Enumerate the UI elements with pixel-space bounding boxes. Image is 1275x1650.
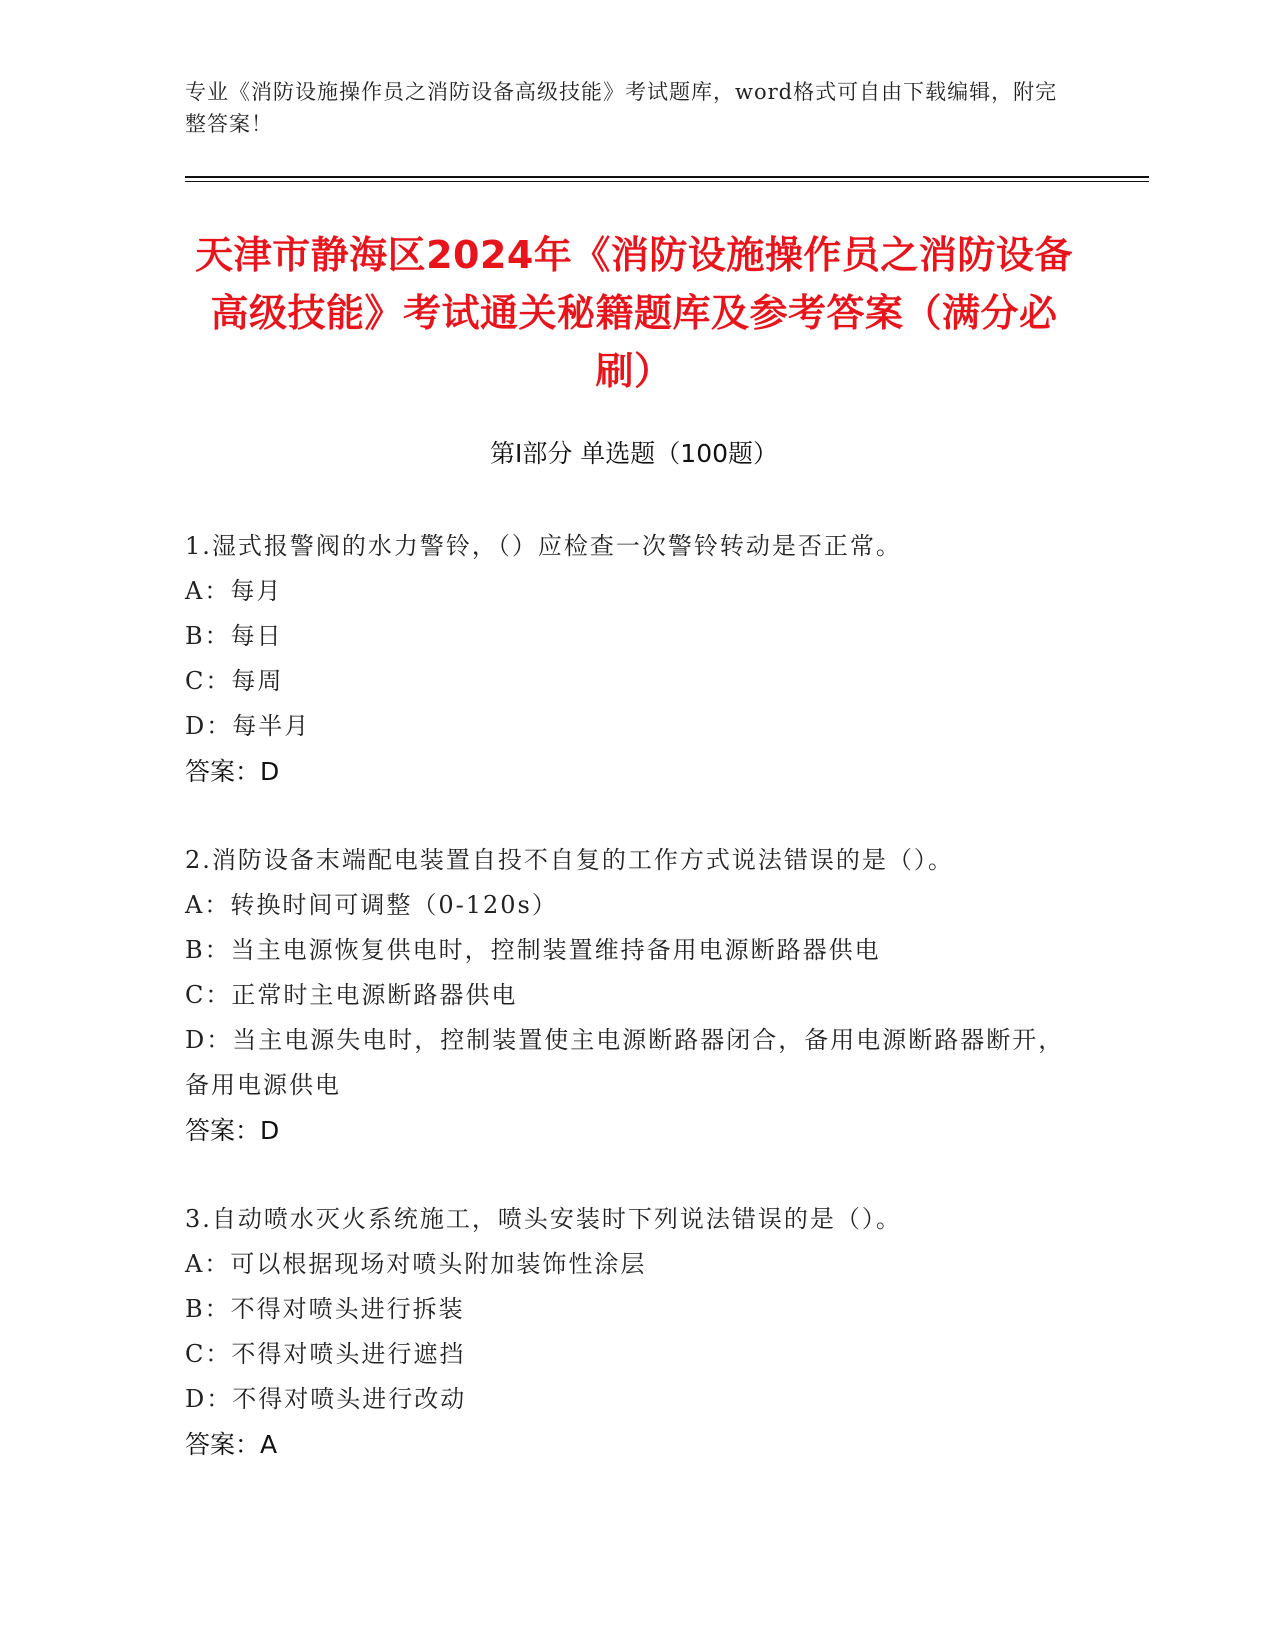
question-list (185, 524, 1085, 1511)
header-divider-thin (185, 181, 1149, 182)
question-1 (185, 524, 1085, 794)
option-d: D：每半月 (185, 712, 311, 740)
option-b: B：不得对喷头进行拆装 (185, 1295, 465, 1323)
answer: 答案：D (185, 757, 280, 786)
option-a: A：每月 (185, 577, 283, 605)
section-title: 第Ⅰ部分 单选题（100题） (489, 439, 779, 468)
header-note: 专业《消防设施操作员之消防设备高级技能》考试题库，word格式可自由下载编辑，附完整答案！ (185, 80, 1058, 136)
option-d: D：不得对喷头进行改动 (185, 1385, 467, 1413)
option-a: A：可以根据现场对喷头附加装饰性涂层 (185, 1250, 647, 1278)
option-d: D：当主电源失电时，控制装置使主电源断路器闭合，备用电源断路器断开，备用电源供电 (185, 1026, 1065, 1099)
question-stem: 3.自动喷水灭火系统施工，喷头安装时下列说法错误的是（）。 (185, 1205, 902, 1233)
option-c: C：每周 (185, 667, 284, 695)
question-stem: 1.湿式报警阀的水力警铃，（）应检查一次警铃转动是否正常。 (185, 532, 902, 560)
question-stem: 2.消防设备末端配电装置自投不自复的工作方式说法错误的是（）。 (185, 846, 954, 874)
question-2 (185, 838, 1085, 1153)
answer: 答案：D (185, 1116, 280, 1145)
option-a: A：转换时间可调整（0-120s） (185, 891, 558, 919)
option-b: B：当主电源恢复供电时，控制装置维持备用电源断路器供电 (185, 936, 881, 964)
option-c: C：正常时主电源断路器供电 (185, 981, 518, 1009)
option-c: C：不得对喷头进行遮挡 (185, 1340, 466, 1368)
option-b: B：每日 (185, 622, 283, 650)
question-3 (185, 1197, 1085, 1467)
header-divider-thick (185, 176, 1149, 178)
answer: 答案：A (185, 1430, 278, 1459)
document-title: 天津市静海区2024年《消防设施操作员之消防设备高级技能》考试通关秘籍题库及参考答案（满分必刷） (195, 233, 1073, 393)
